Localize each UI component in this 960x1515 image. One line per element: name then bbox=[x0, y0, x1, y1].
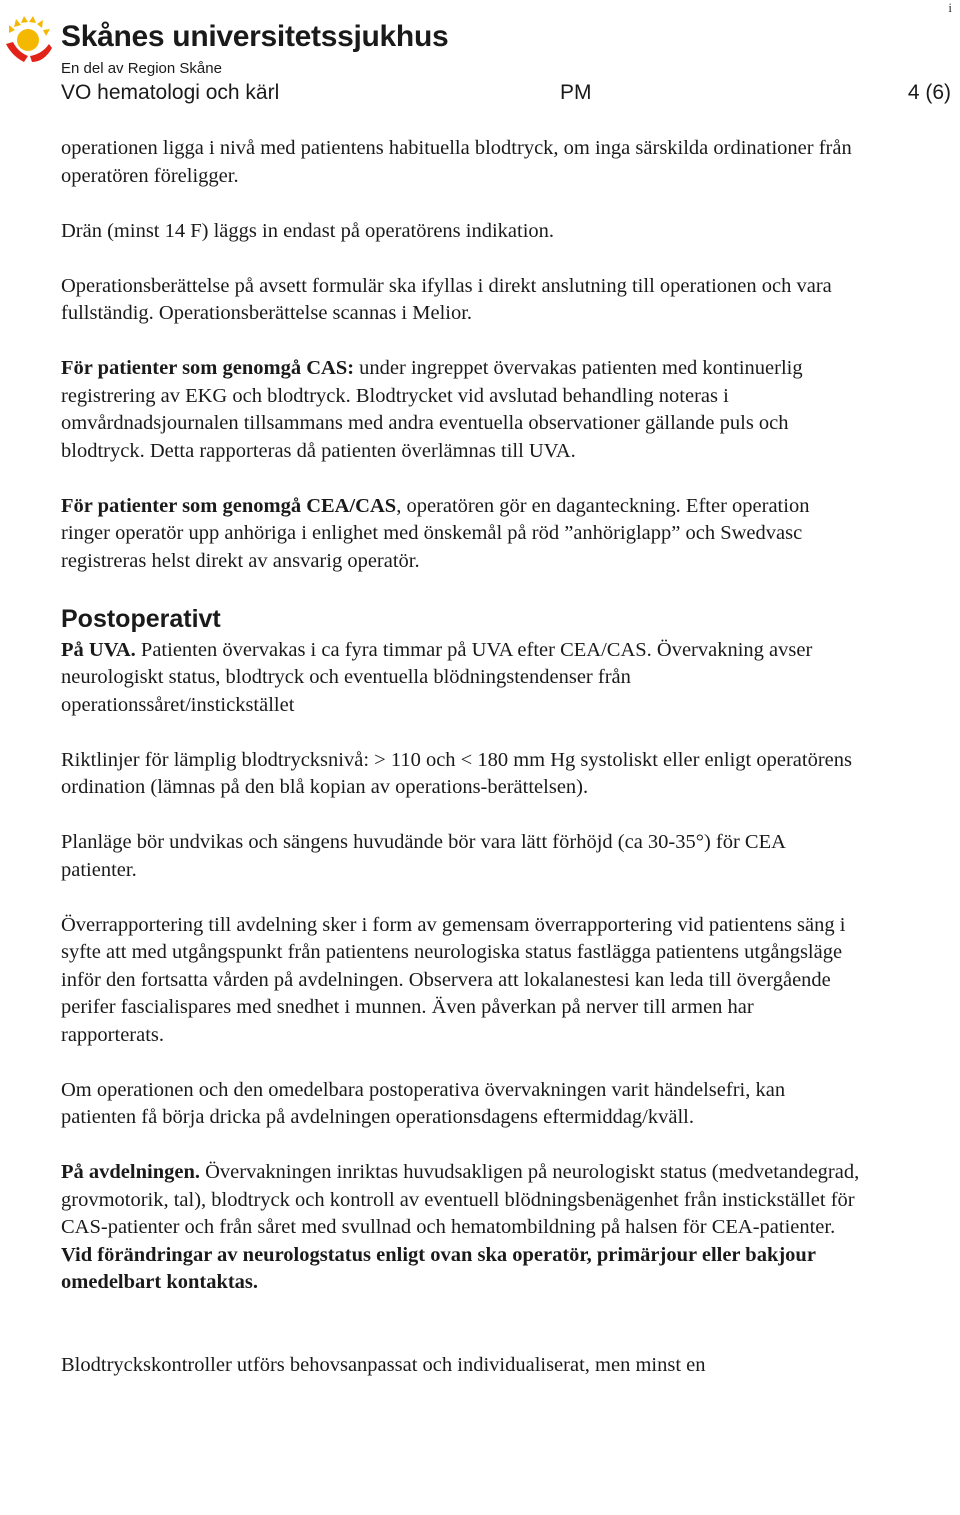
header-doc-type: PM bbox=[560, 81, 592, 104]
uva-text: Patienten övervakas i ca fyra timmar på UVA efter CEA/CAS. Övervakning avser neurologiskt status, blodtryck och eventuella blödningstendenser från operationssåret/instickstället bbox=[61, 638, 813, 716]
ward-text: Övervakningen inriktas huvudsakligen på neurologiskt status (medvetandegrad, grovmotorik, tal), blodtryck och kontroll av eventuell blödningsbenägenhet från instickstället för CAS-patienter och från såret med svullnad och hematombildning på halsen för CEA-patienter. bbox=[61, 1161, 860, 1238]
paragraph-bp-controls: Blodtryckskontroller utförs behovsanpassat och individualiserat, men minst en bbox=[61, 1353, 706, 1376]
ward-alert: Vid förändringar av neurologstatus enligt ovan ska operatör, primärjour eller bakjour omedelbart kontaktas. bbox=[61, 1243, 816, 1293]
cea-cas-lead: För patienter som genomgå CEA/CAS bbox=[61, 494, 397, 517]
paragraph-bp-continuation: operationen ligga i nivå med patientens habituella blodtryck, om inga särskilda ordinationer från operatören föreligger. bbox=[61, 137, 852, 187]
paragraph-cea-cas bbox=[61, 493, 861, 576]
paragraph-uva bbox=[61, 637, 861, 720]
paragraph-drinking: Om operationen och den omedelbara postoperativa övervakningen varit händelsefri, kan patienten få börja dricka på avdelningen operationsdagens eftermiddag/kväll. bbox=[61, 1078, 786, 1128]
uva-lead: På UVA. bbox=[61, 638, 136, 661]
header-page-number: 4 (6) bbox=[907, 81, 951, 104]
paragraph-positioning: Planläge bör undvikas och sängens huvudände bör vara lätt förhöjd (ca 30-35°) för CEA patienter. bbox=[61, 831, 785, 881]
page-corner-mark: i bbox=[948, 0, 952, 15]
cas-text: under ingreppet övervakas patienten med kontinuerlig registrering av EKG och blodtryck. Blodtrycket vid avslutad behandling noteras i omvårdnadsjournalen tillsammans med andra eventuella observationer gällande puls och blodtryck. Detta rapporteras då patienten överlämnas till UVA. bbox=[61, 357, 803, 462]
paragraph-bp-guidelines: Riktlinjer för lämplig blodtrycksnivå: > 110 och < 180 mm Hg systoliskt eller enligt operatörens ordination (lämnas på den blå kopian av operations-berättelsen). bbox=[61, 748, 852, 798]
brand-subtitle: En del av Region Skåne bbox=[61, 60, 222, 77]
ward-lead: På avdelningen. bbox=[61, 1161, 200, 1183]
document-body bbox=[61, 135, 861, 1407]
cea-cas-text: , operatören gör en daganteckning. Efter operation ringer operatör upp anhöriga i enlighet med önskemål på röd ”anhöriglapp” och Swedvasc registreras helst direkt av ansvarig operatör. bbox=[61, 494, 810, 572]
paragraph-operation-report: Operationsberättelse på avsett formulär ska ifyllas i direkt anslutning till operationen och vara fullständig. Operationsberättelse scannas i Melior. bbox=[61, 274, 832, 324]
brand-name: Skånes universitetssjukhus bbox=[61, 20, 449, 53]
paragraph-drain: Drän (minst 14 F) läggs in endast på operatörens indikation. bbox=[61, 219, 555, 242]
region-skane-logo-icon bbox=[6, 16, 52, 64]
paragraph-handover: Överrapportering till avdelning sker i form av gemensam överrapportering vid patientens säng i syfte att med utgångspunkt från patientens neurologiska status fastlägga patientens utgångsläge inför den fortsatta vården på avdelningen. Observera att lokalanestesi kan leda till övergående perifer fascialispares med snedhet i munnen. Även påverkan på nerver till armen har rapporterats. bbox=[61, 913, 846, 1046]
header-unit: VO hematologi och kärl bbox=[61, 81, 280, 104]
paragraph-cas bbox=[61, 355, 861, 465]
cas-lead: För patienter som genomgå CAS: bbox=[61, 357, 355, 379]
paragraph-ward bbox=[61, 1159, 861, 1297]
section-title-postoperativt: Postoperativt bbox=[61, 604, 221, 633]
